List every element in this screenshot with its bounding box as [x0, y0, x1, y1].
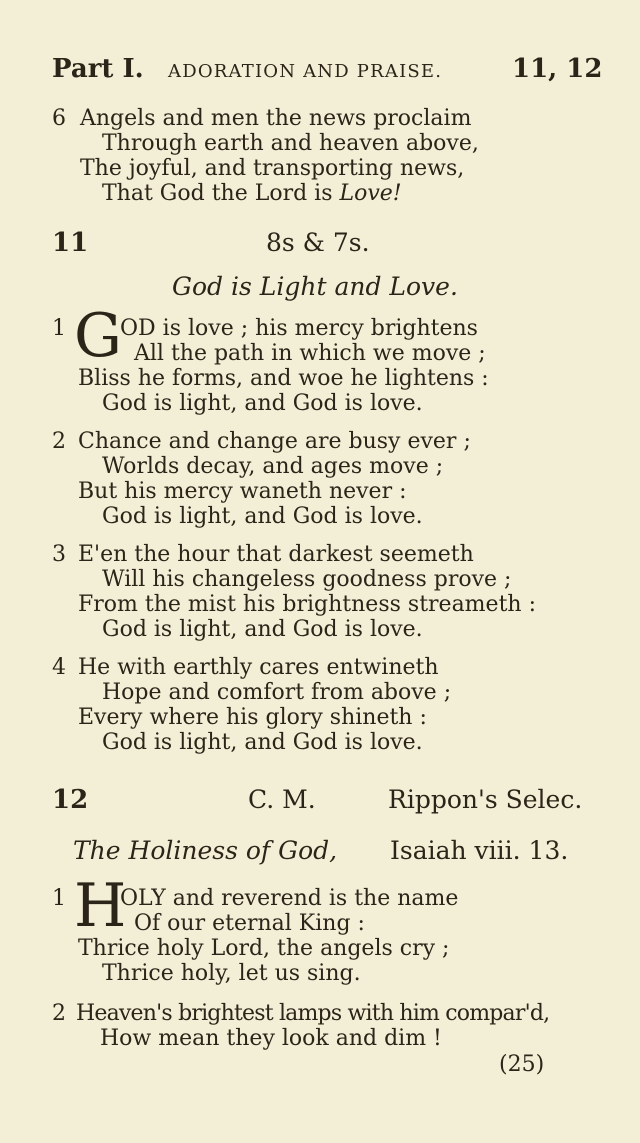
hymn-meter: 8s & 7s. — [266, 228, 370, 257]
header-section: ADORATION AND PRAISE. — [168, 61, 443, 82]
verse-number: 6 — [52, 106, 66, 131]
verse-line: The joyful, and transporting news, — [80, 156, 465, 181]
verse-number: 3 — [52, 542, 66, 567]
verse-number: 1 — [52, 886, 66, 911]
verse-number: 2 — [52, 429, 66, 454]
header-hymn-numbers: 11, 12 — [512, 54, 603, 84]
hymn-meter: C. M. — [248, 785, 316, 814]
scripture-reference: Isaiah viii. 13. — [390, 836, 569, 865]
verse-line: That God the Lord is Love! — [102, 181, 402, 206]
verse-number: 4 — [52, 655, 66, 680]
verse-line: He with earthly cares entwineth — [78, 655, 439, 680]
verse-line: Heaven's brightest lamps with him compar'd, — [76, 1001, 550, 1026]
verse-line: God is light, and God is love. — [102, 391, 423, 416]
verse-line: But his mercy waneth never : — [78, 479, 407, 504]
verse-line: OLY and reverend is the name — [120, 886, 459, 911]
verse-line: E'en the hour that darkest seemeth — [78, 542, 474, 567]
page-number: (25) — [499, 1052, 545, 1077]
verse-number: 1 — [52, 316, 66, 341]
verse-line: Bliss he forms, and woe he lightens : — [78, 366, 489, 391]
verse-line: Hope and comfort from above ; — [102, 680, 452, 705]
verse-line: God is light, and God is love. — [102, 617, 423, 642]
hymn-title: God is Light and Love. — [172, 272, 458, 301]
verse-line: God is light, and God is love. — [102, 504, 423, 529]
verse-line: God is light, and God is love. — [102, 730, 423, 755]
verse-number: 2 — [52, 1001, 66, 1026]
hymn-source: Rippon's Selec. — [388, 785, 583, 814]
emphasis-word: Love! — [339, 181, 402, 206]
verse-line: OD is love ; his mercy brightens — [120, 316, 478, 341]
header-part: Part I. — [52, 54, 144, 84]
verse-line: Thrice holy Lord, the angels cry ; — [78, 936, 450, 961]
verse-line: Will his changeless goodness prove ; — [102, 567, 512, 592]
verse-line: Of our eternal King : — [134, 911, 365, 936]
hymn-title: The Holiness of God, — [73, 836, 338, 865]
hymn-number: 12 — [52, 785, 89, 815]
verse-line: From the mist his brightness streameth : — [78, 592, 536, 617]
verse-line: Angels and men the news proclaim — [80, 106, 472, 131]
verse-line: Worlds decay, and ages move ; — [102, 454, 444, 479]
hymn-number: 11 — [52, 228, 89, 258]
drop-capital: G — [74, 301, 122, 371]
drop-capital: H — [74, 871, 127, 941]
verse-line: Chance and change are busy ever ; — [78, 429, 471, 454]
verse-line: Thrice holy, let us sing. — [102, 961, 361, 986]
verse-line: Every where his glory shineth : — [78, 705, 427, 730]
verse-line: How mean they look and dim ! — [100, 1026, 442, 1051]
verse-line: Through earth and heaven above, — [102, 131, 479, 156]
verse-line: All the path in which we move ; — [134, 341, 486, 366]
